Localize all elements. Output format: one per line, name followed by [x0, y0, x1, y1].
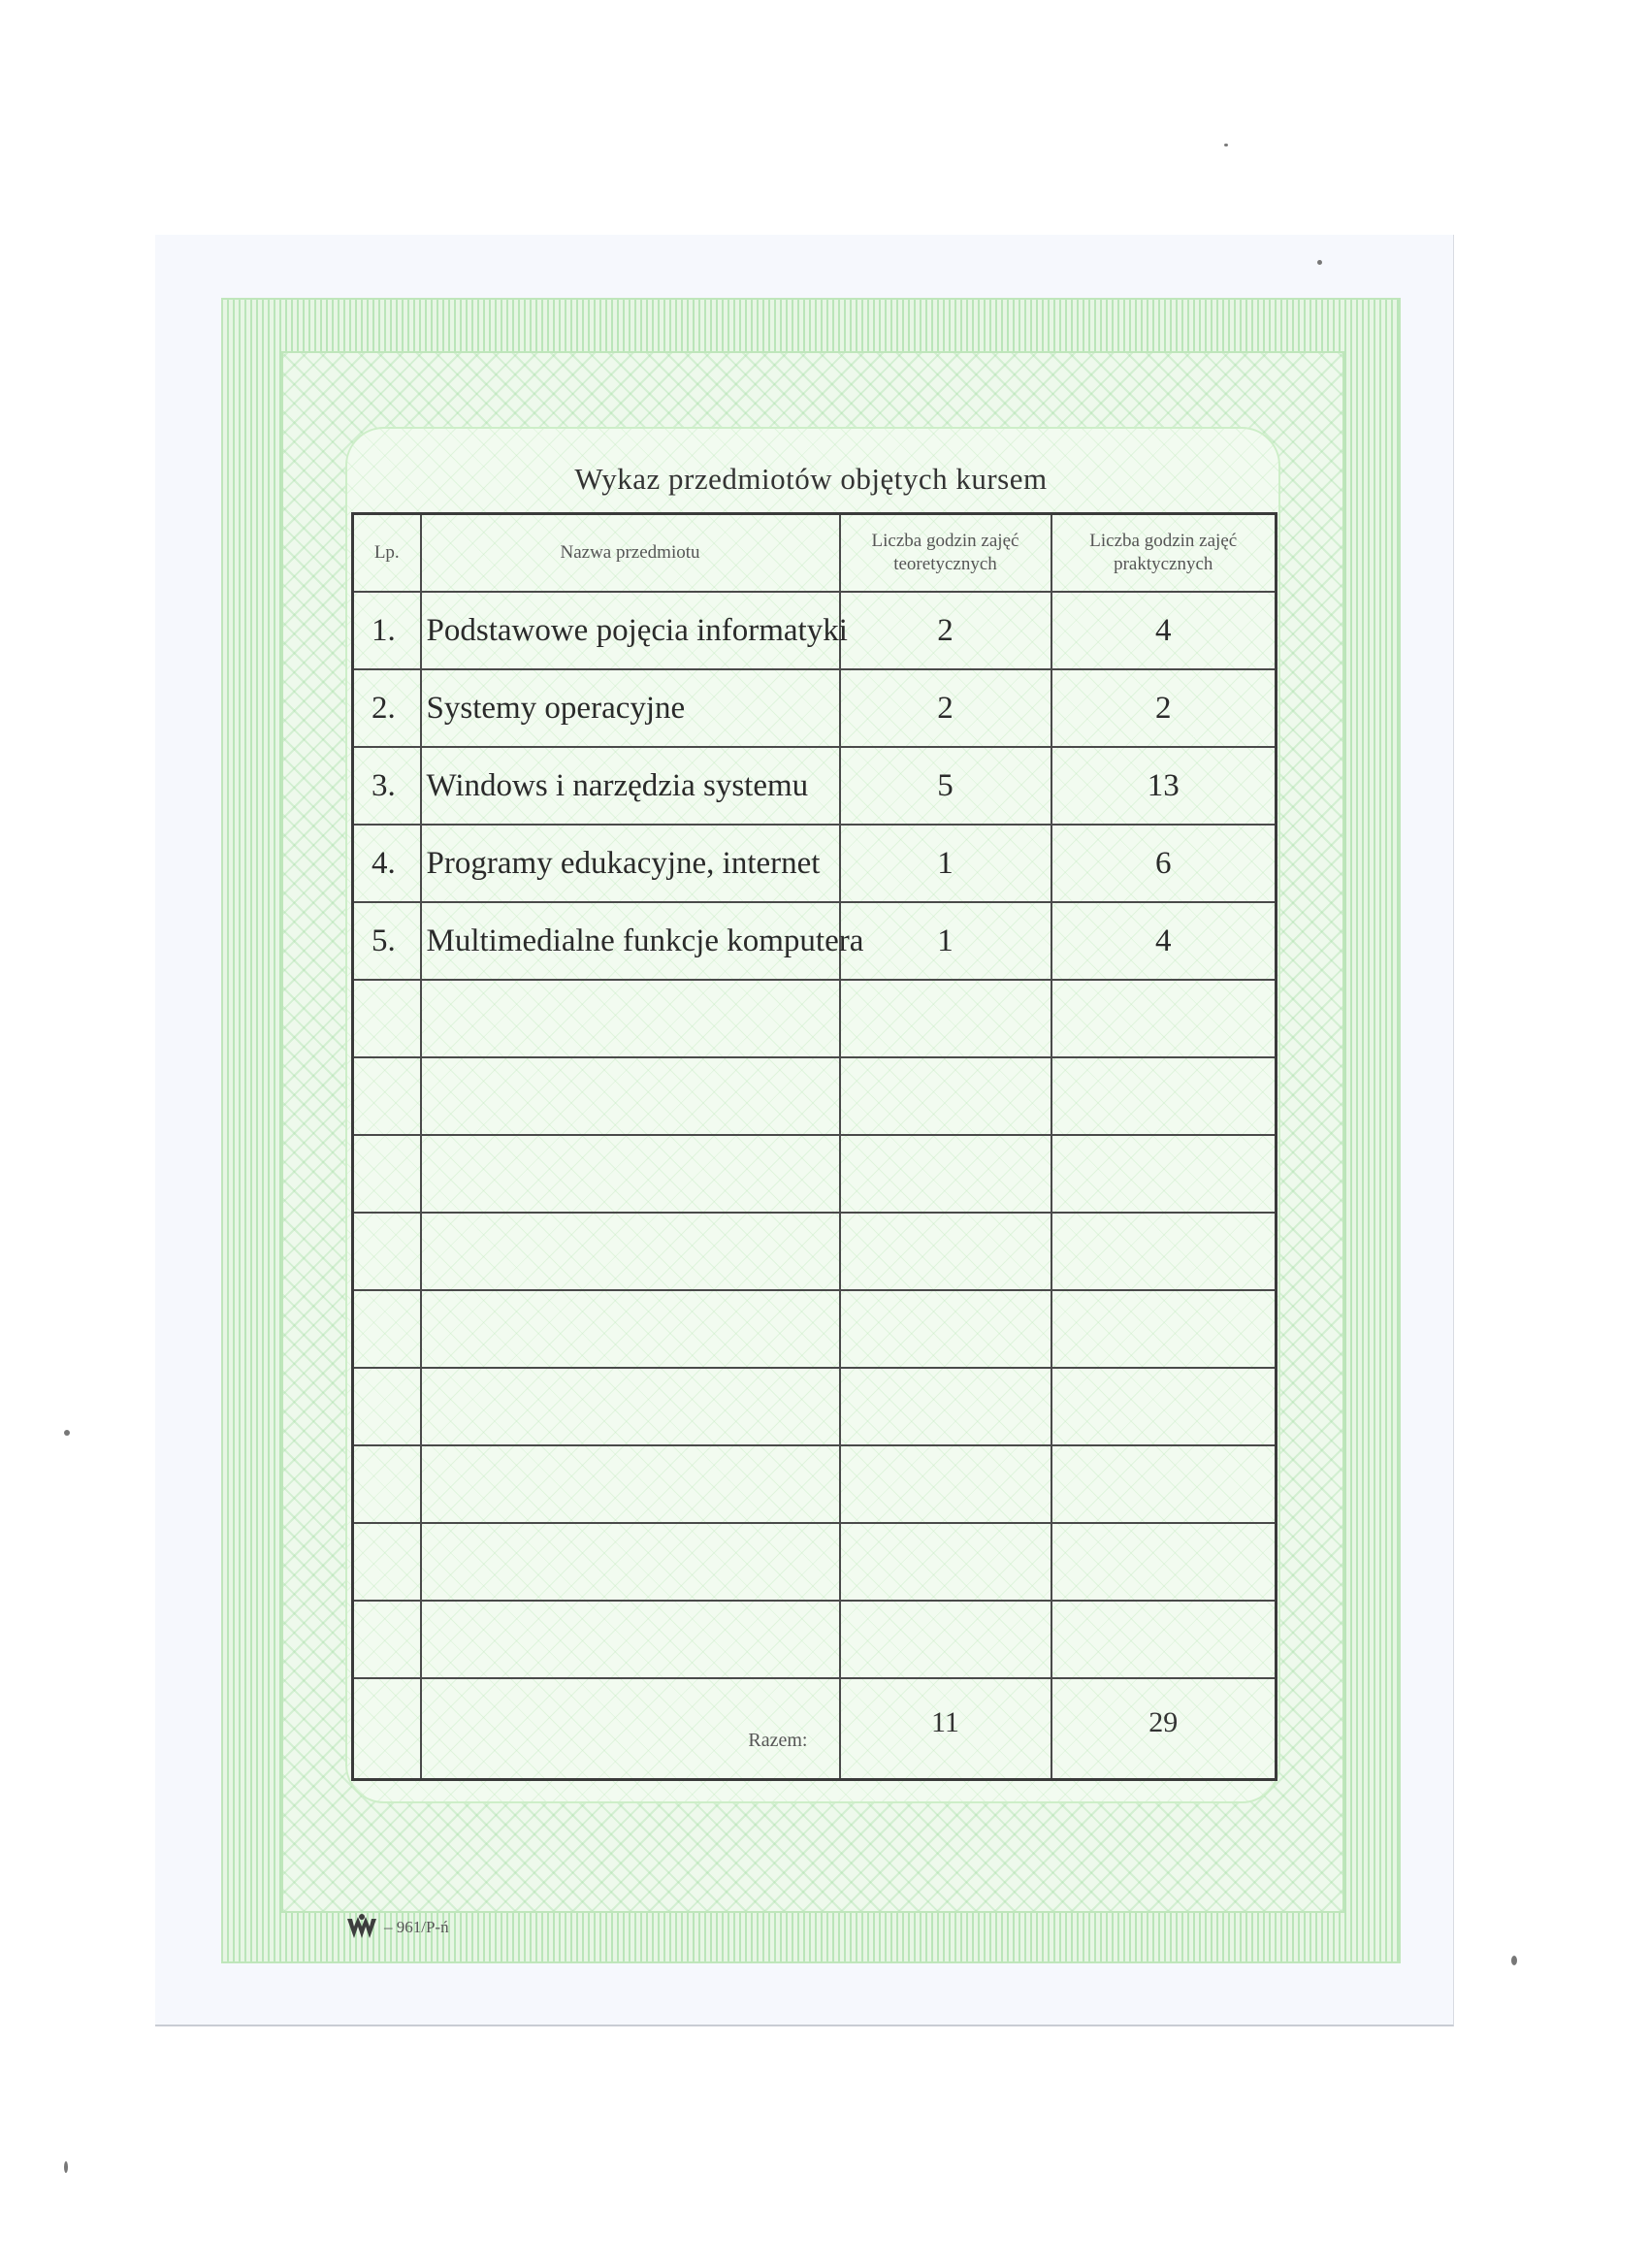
empty-cell [421, 1290, 840, 1368]
empty-cell [1051, 980, 1277, 1057]
empty-cell [840, 1135, 1051, 1213]
scan-speck [1511, 1956, 1517, 1965]
empty-cell [840, 1445, 1051, 1523]
table-row [353, 669, 1277, 747]
total-label: Razem: [421, 1678, 840, 1780]
row-lp: 3. [353, 747, 421, 825]
empty-cell [421, 1445, 840, 1523]
scan-speck [1317, 260, 1322, 265]
row-theory-hours: 2 [840, 669, 1051, 747]
row-practice-hours: 4 [1051, 902, 1277, 980]
row-theory-hours: 1 [840, 825, 1051, 902]
row-lp: 2. [353, 669, 421, 747]
table-row-empty [353, 1290, 1277, 1368]
row-practice-hours: 6 [1051, 825, 1277, 902]
empty-cell [840, 1523, 1051, 1601]
row-subject-name: Programy edukacyjne, internet [421, 825, 840, 902]
empty-cell [840, 1057, 1051, 1135]
row-practice-hours: 13 [1051, 747, 1277, 825]
empty-cell [840, 1601, 1051, 1678]
table-row-empty [353, 1057, 1277, 1135]
empty-cell [1051, 1213, 1277, 1290]
empty-cell [353, 1523, 421, 1601]
table-row-empty [353, 1523, 1277, 1601]
row-lp: 4. [353, 825, 421, 902]
row-practice-hours: 4 [1051, 592, 1277, 669]
empty-cell [840, 1213, 1051, 1290]
empty-cell [421, 1135, 840, 1213]
scan-speck [1224, 144, 1228, 146]
table-row [353, 902, 1277, 980]
table-row [353, 825, 1277, 902]
empty-cell [353, 980, 421, 1057]
empty-cell [353, 1290, 421, 1368]
empty-cell [421, 1213, 840, 1290]
publisher-logo-icon [345, 1913, 378, 1942]
total-practice-hours: 29 [1051, 1678, 1277, 1780]
table-row-empty [353, 1135, 1277, 1213]
table-row-empty [353, 1601, 1277, 1678]
row-practice-hours: 2 [1051, 669, 1277, 747]
table-header-row [353, 514, 1277, 593]
empty-cell [353, 1445, 421, 1523]
scan-speck [64, 2161, 68, 2173]
empty-cell [840, 980, 1051, 1057]
row-theory-hours: 2 [840, 592, 1051, 669]
empty-cell [421, 1057, 840, 1135]
subjects-table [351, 512, 1277, 1781]
header-practice-hours: Liczba godzin zajęć praktycznych [1051, 514, 1277, 593]
empty-cell [1051, 1290, 1277, 1368]
empty-cell [353, 1601, 421, 1678]
empty-cell [353, 1368, 421, 1445]
table-row-empty [353, 980, 1277, 1057]
footer-print-mark [345, 1913, 449, 1942]
row-lp: 1. [353, 592, 421, 669]
row-lp: 5. [353, 902, 421, 980]
table-row [353, 747, 1277, 825]
empty-cell [840, 1290, 1051, 1368]
empty-cell [421, 1368, 840, 1445]
header-lp: Lp. [353, 514, 421, 593]
empty-cell [1051, 1368, 1277, 1445]
total-empty-lp [353, 1678, 421, 1780]
table-row-empty [353, 1368, 1277, 1445]
row-theory-hours: 5 [840, 747, 1051, 825]
row-subject-name: Systemy operacyjne [421, 669, 840, 747]
empty-cell [353, 1213, 421, 1290]
empty-cell [1051, 1523, 1277, 1601]
empty-cell [1051, 1057, 1277, 1135]
total-row [353, 1678, 1277, 1780]
table-row-empty [353, 1445, 1277, 1523]
document-title: Wykaz przedmiotów objętych kursem [574, 462, 1048, 496]
empty-cell [353, 1057, 421, 1135]
row-subject-name: Windows i narzędzia systemu [421, 747, 840, 825]
empty-cell [421, 1523, 840, 1601]
table-row [353, 592, 1277, 669]
empty-cell [421, 980, 840, 1057]
empty-cell [1051, 1445, 1277, 1523]
empty-cell [840, 1368, 1051, 1445]
footer-code: – 961/P-ń [384, 1918, 449, 1936]
empty-cell [1051, 1135, 1277, 1213]
empty-cell [353, 1135, 421, 1213]
row-theory-hours: 1 [840, 902, 1051, 980]
table-row-empty [353, 1213, 1277, 1290]
empty-cell [421, 1601, 840, 1678]
table-body [353, 592, 1277, 1780]
row-subject-name: Podstawowe pojęcia informatyki [421, 592, 840, 669]
header-subject-name: Nazwa przedmiotu [421, 514, 840, 593]
scan-speck [64, 1430, 70, 1436]
empty-cell [1051, 1601, 1277, 1678]
row-subject-name: Multimedialne funkcje komputera [421, 902, 840, 980]
header-theory-hours: Liczba godzin zajęć teoretycznych [840, 514, 1051, 593]
total-theory-hours: 11 [840, 1678, 1051, 1780]
